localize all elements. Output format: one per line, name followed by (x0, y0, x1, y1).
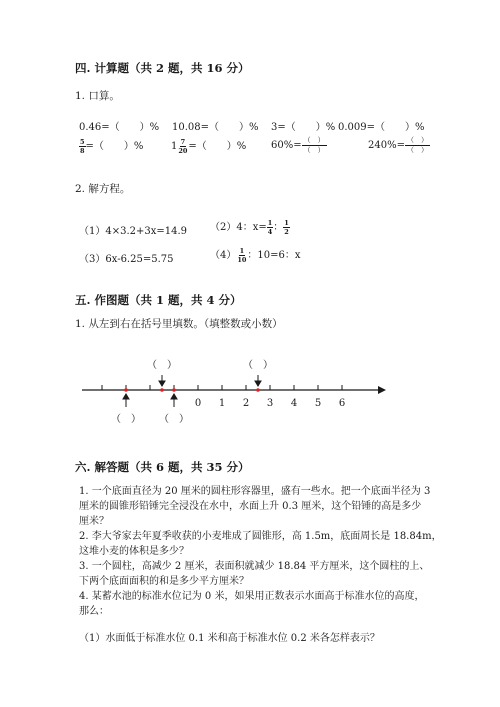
fraction: $\frac{1}{10}$ (237, 246, 247, 264)
fraction: $\frac{1}{4}$ (267, 218, 273, 236)
tick-label: 4 (290, 398, 298, 409)
problem-line: 这堆小麦的体积是多少？ (79, 546, 189, 557)
answer-blank: （ ） (147, 360, 177, 371)
point-marker (160, 388, 164, 392)
equation-4: （4） $\frac{1}{10}$ ：10=6：x (210, 246, 301, 264)
point-marker (124, 388, 128, 392)
equation-2: （2）4：x= $\frac{1}{4}$ ： $\frac{1}{2}$ (210, 218, 289, 236)
tick-label: 5 (314, 398, 322, 409)
problem-line: 1. 一个底面直径为 20 厘米的圆柱形容器里，盛有一些水。把一个底面半径为 3 (79, 486, 431, 497)
problem-line: 厘米？ (79, 516, 109, 527)
calc-item-1: 0.46=（ ）% (79, 122, 160, 133)
problem-line: 下两个底面面积的和是多少平方厘米？ (79, 576, 249, 587)
arrow-up-icon (123, 394, 129, 399)
answer-blank: （ ） (243, 360, 273, 371)
calc-item-4: 0.009=（ ）% (338, 122, 425, 133)
answer-blank: （ ） (159, 414, 189, 425)
number-line (0, 350, 500, 435)
point-marker (172, 388, 176, 392)
calc-item-8: 240%= $\frac{( )}{( )}$ (368, 136, 428, 154)
equation-1: （1）4×3.2+3x=14.9 (79, 226, 188, 237)
problem-line: 4. 某蓄水池的标准水位记为 0 米，如果用正数表示水面高于标准水位的高度， (79, 591, 425, 602)
section4-title: 四. 计算题（共 2 题，共 16 分） (75, 61, 250, 75)
section6-title: 六. 解答题（共 6 题，共 35 分） (75, 460, 250, 474)
number-line-arrowhead (378, 386, 386, 394)
q2-label: 2. 解方程。 (75, 183, 131, 195)
equation-3: （3）6x-6.25=5.75 (79, 254, 174, 265)
fraction-blank: $\frac{( )}{( )}$ (406, 136, 428, 154)
number-line-ticks (102, 385, 342, 390)
problem-line: 3. 一个圆柱，高减少 2 厘米，表面积就减少 18.84 平方厘米，这个圆柱的上、 (79, 561, 430, 572)
tick-label: 3 (266, 398, 274, 409)
section5-title: 五. 作图题（共 1 题，共 4 分） (75, 293, 242, 307)
problem-line: 2. 李大爷家去年夏季收获的小麦堆成了圆锥形，高 1.5m，底面周长是 18.84m， (79, 531, 442, 542)
fraction: $\frac{7}{20}$ (178, 137, 188, 155)
q1-label: 1. 口算。 (75, 90, 120, 102)
arrow-down-icon (159, 381, 165, 386)
tick-label: 1 (218, 398, 226, 409)
fraction: $\frac{5}{8}$ (80, 137, 85, 155)
tick-label: 2 (242, 398, 250, 409)
arrow-up-icon (171, 394, 177, 399)
point-marker (256, 388, 260, 392)
calc-item-2: 10.08=（ ）% (172, 122, 259, 133)
section5-q1-label: 1. 从左到右在括号里填数。（填整数或小数） (75, 318, 283, 330)
problem-line: 那么： (79, 606, 109, 617)
tick-label: 6 (338, 398, 346, 409)
tick-label: 0 (194, 398, 202, 409)
calc-item-3: 3=（ ）% (271, 122, 336, 133)
fraction-blank: $\frac{( )}{( )}$ (303, 136, 325, 154)
calc-item-6: 1 $\frac{7}{20}$ =（ ）% (171, 137, 247, 155)
calc-item-5: $\frac{5}{8}$ =（ ）% (80, 137, 144, 155)
calc-item-7: 60%= $\frac{( )}{( )}$ (271, 136, 325, 154)
problem-line: 厘米的圆锥形铅锤完全浸没在水中，水面上升 0.3 厘米，这个铅锤的高是多少 (79, 501, 422, 512)
answer-blank: （ ） (111, 414, 141, 425)
sub-question: （1）水面低于标准水位 0.1 米和高于标准水位 0.2 米各怎样表示？ (79, 633, 380, 644)
fraction: $\frac{1}{2}$ (284, 218, 289, 236)
arrow-down-icon (255, 381, 261, 386)
